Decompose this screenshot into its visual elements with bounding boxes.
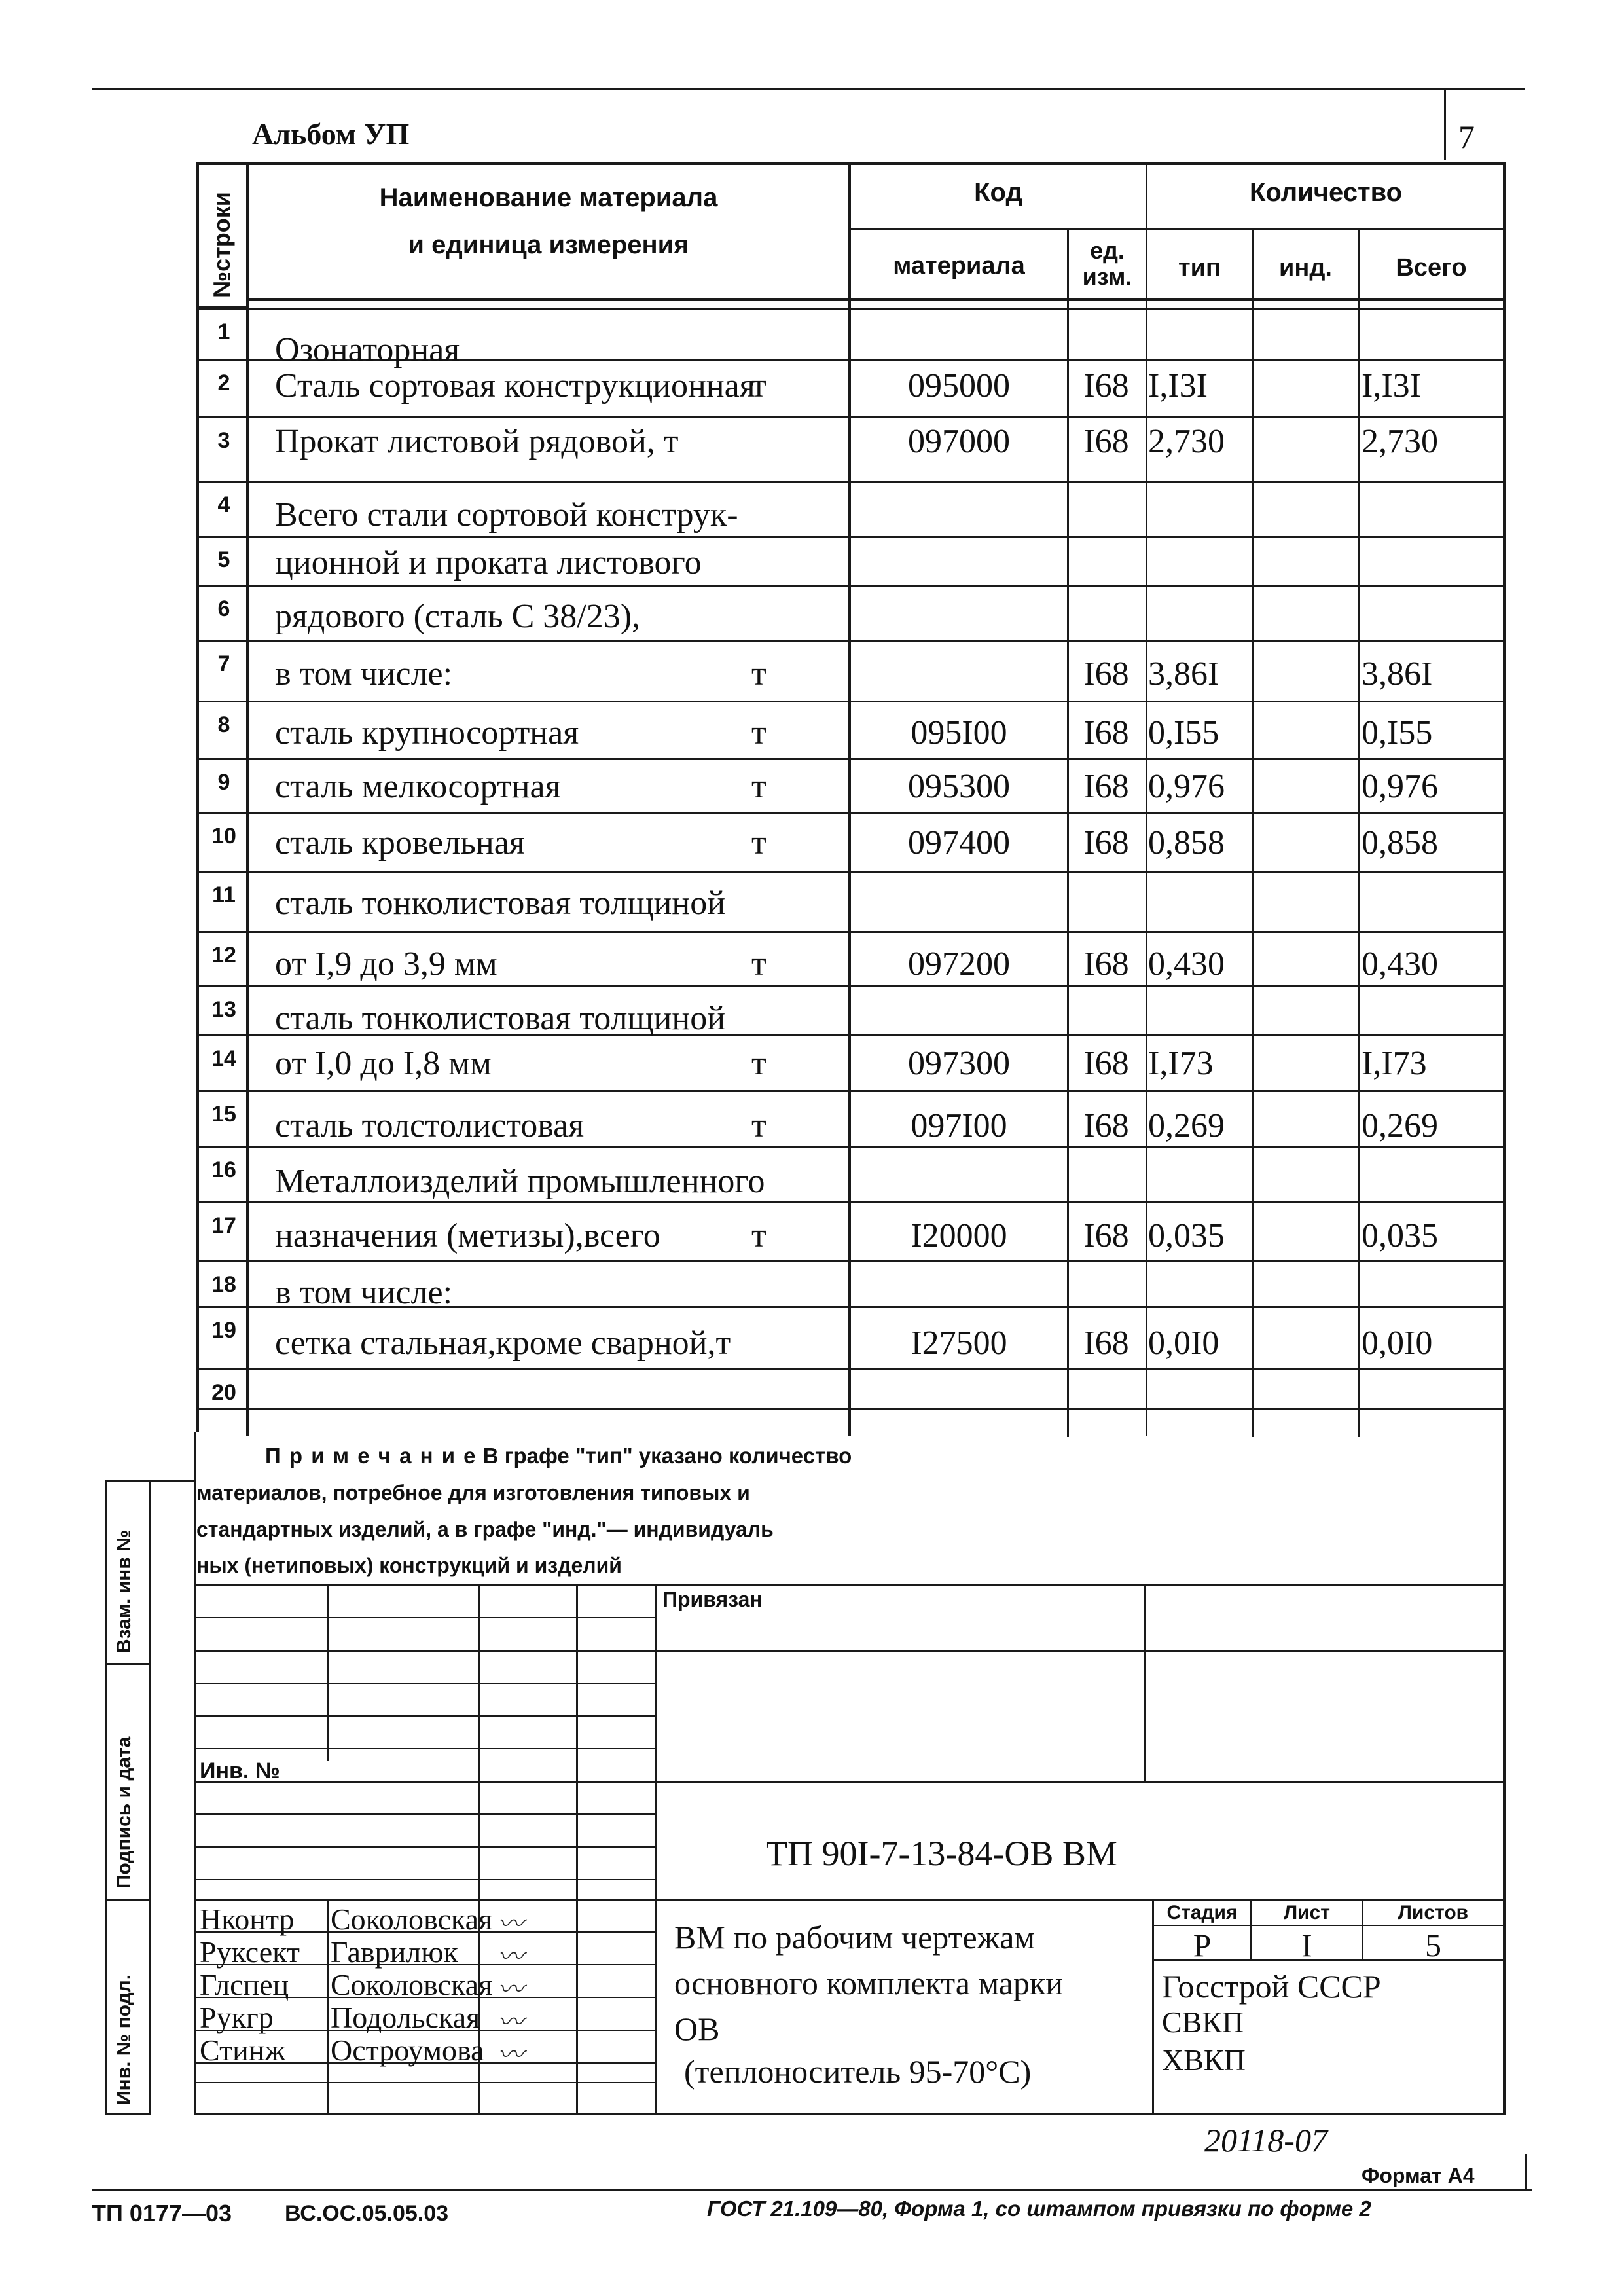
row-separator — [196, 871, 1506, 873]
unit-label: т — [751, 655, 767, 693]
qty-type: 0,035 — [1148, 1217, 1225, 1254]
side-label-inv-podl: Инв. № подл. — [113, 1974, 135, 2105]
material-code: 095000 — [908, 367, 1010, 405]
qty-total: I,I3I — [1362, 367, 1421, 405]
qty-type: 0,976 — [1148, 768, 1225, 805]
row-separator — [196, 701, 1506, 702]
material-code: 095300 — [908, 768, 1010, 805]
privyazan-label: Привязан — [662, 1588, 763, 1611]
qty-total: 0,035 — [1362, 1217, 1438, 1254]
material-name: от I,9 до 3,9 мм — [275, 945, 497, 983]
code-unit-header-line1: ед. — [1090, 237, 1125, 264]
staff-name: Подольская — [331, 2001, 480, 2034]
title-line-1: ВМ по рабочим чертежам — [674, 1919, 1036, 1956]
unit-label: т — [751, 1217, 767, 1254]
row-number: 3 — [217, 428, 230, 453]
qty-total: 3,86I — [1362, 655, 1433, 693]
note-line2: материалов, потребное для изготовления типовых и — [196, 1481, 750, 1504]
material-code: 097I00 — [911, 1107, 1007, 1144]
org-line-3: ХВКП — [1162, 2043, 1246, 2077]
unit-code: I68 — [1083, 655, 1129, 693]
stage-value: Р — [1193, 1927, 1212, 1963]
material-name: Металлоизделий промышленного — [275, 1163, 765, 1200]
unit-label: т — [751, 1107, 767, 1144]
material-name: сетка стальная,кроме сварной,т — [275, 1324, 731, 1362]
sheets-label: Листов — [1398, 1902, 1469, 1923]
unit-code: I68 — [1083, 824, 1129, 862]
material-name: Сталь сортовая конструкционная — [275, 367, 755, 405]
material-code: 097000 — [908, 423, 1010, 460]
signature-mark: 〰 — [497, 1975, 524, 2004]
row-separator — [196, 536, 1506, 538]
unit-label: т — [751, 945, 767, 983]
row-separator — [196, 931, 1506, 933]
qty-total: 0,0I0 — [1362, 1324, 1433, 1362]
signature-mark: 〰 — [497, 2040, 524, 2069]
unit-code: I68 — [1083, 1217, 1129, 1254]
code-header: Код — [974, 178, 1022, 207]
material-code: I20000 — [911, 1217, 1007, 1254]
row-separator — [196, 1408, 1506, 1410]
row-separator — [196, 1368, 1506, 1370]
row-separator — [196, 416, 1506, 418]
qty-type: 0,I55 — [1148, 714, 1219, 752]
row-number: 19 — [211, 1318, 236, 1343]
title-line-3: ОВ — [674, 2011, 720, 2047]
material-name: сталь толстолистовая — [275, 1107, 585, 1144]
staff-role: Рукгр — [200, 2001, 274, 2034]
material-name: от I,0 до I,8 мм — [275, 1045, 492, 1082]
qty-type: 0,0I0 — [1148, 1324, 1219, 1362]
title-line-4: (теплоноситель 95-70°С) — [684, 2053, 1032, 2090]
unit-code: I68 — [1083, 768, 1129, 805]
material-name: сталь крупносортная — [275, 714, 579, 752]
unit-code: I68 — [1083, 714, 1129, 752]
row-number: 15 — [211, 1102, 236, 1127]
material-code: 095I00 — [911, 714, 1007, 752]
handwritten-number: 20118-07 — [1204, 2122, 1327, 2159]
staff-name: Остроумова — [331, 2033, 484, 2067]
qty-total: 0,858 — [1362, 824, 1438, 862]
org-line-2: СВКП — [1162, 2005, 1244, 2039]
qty-type: 0,430 — [1148, 945, 1225, 983]
material-name: в том числе: — [275, 1274, 453, 1311]
staff-name: Соколовская — [331, 1968, 493, 2001]
unit-code: I68 — [1083, 1324, 1129, 1362]
row-separator — [196, 812, 1506, 814]
corner-sheet-number: 7 — [1458, 118, 1475, 155]
name-header-line1: Наименование материала — [379, 183, 718, 212]
row-number: 10 — [211, 824, 236, 848]
qty-type: 2,730 — [1148, 423, 1225, 460]
qty-total: 2,730 — [1362, 423, 1438, 460]
material-code: 097400 — [908, 824, 1010, 862]
unit-code: I68 — [1083, 1045, 1129, 1082]
quantity-header: Количество — [1249, 178, 1403, 207]
signature-mark: 〰 — [497, 1909, 524, 1939]
format-label: Формат А4 — [1362, 2164, 1475, 2187]
row-separator — [196, 308, 1506, 310]
qty-type: I,I3I — [1148, 367, 1208, 405]
row-number: 7 — [217, 651, 230, 676]
title-line-2: основного комплекта марки — [674, 1965, 1063, 2001]
material-code: 097300 — [908, 1045, 1010, 1082]
inv-no-label: Инв. № — [200, 1758, 280, 1783]
qty-type: 0,269 — [1148, 1107, 1225, 1144]
unit-label: т — [751, 768, 767, 805]
sheets-value: 5 — [1425, 1927, 1441, 1963]
stage-label: Стадия — [1166, 1902, 1238, 1923]
material-name: рядового (сталь С 38/23), — [275, 598, 641, 635]
qty-type: I,I73 — [1148, 1045, 1214, 1082]
staff-role: Глспец — [200, 1968, 289, 2001]
row-number: 5 — [217, 547, 230, 572]
row-separator — [196, 758, 1506, 760]
footer-left-code: ТП 0177—03 — [92, 2200, 232, 2227]
document-code: ТП 90I-7-13-84-ОВ ВМ — [766, 1834, 1117, 1873]
row-number: 14 — [211, 1046, 236, 1071]
row-separator — [196, 1260, 1506, 1262]
qty-type: 3,86I — [1148, 655, 1219, 693]
name-header-line2: и единица измерения — [408, 230, 689, 259]
material-code: I27500 — [911, 1324, 1007, 1362]
album-label: Альбом УП — [252, 117, 410, 151]
unit-code: I68 — [1083, 423, 1129, 460]
note-title: П р и м е ч а н и е — [265, 1444, 477, 1468]
unit-label: т — [751, 367, 767, 405]
unit-code: I68 — [1083, 945, 1129, 983]
row-number: 11 — [212, 883, 236, 907]
row-number: 6 — [217, 596, 230, 621]
code-unit-header-line2: изм. — [1082, 263, 1132, 290]
unit-code: I68 — [1083, 367, 1129, 405]
row-number: 13 — [211, 997, 236, 1022]
staff-role: Нконтр — [200, 1903, 295, 1936]
row-separator — [196, 585, 1506, 587]
row-number: 4 — [217, 492, 230, 517]
staff-name: Гаврилюк — [331, 1935, 458, 1969]
material-name: назначения (метизы),всего — [275, 1217, 660, 1254]
qty-total: 0,269 — [1362, 1107, 1438, 1144]
unit-code: I68 — [1083, 1107, 1129, 1144]
row-number: 20 — [211, 1380, 236, 1405]
qty-individual-header: инд. — [1279, 254, 1332, 282]
org-line-1: Госстрой СССР — [1162, 1968, 1381, 2005]
staff-role: Руксект — [200, 1935, 300, 1969]
footer-gost: ГОСТ 21.109—80, Форма 1, со штампом привязки по форме 2 — [707, 2196, 1371, 2221]
qty-type-header: тип — [1178, 254, 1221, 282]
unit-label: т — [751, 1045, 767, 1082]
material-name: сталь кровельная — [275, 824, 525, 862]
sheet-value: I — [1301, 1927, 1312, 1963]
row-separator — [196, 1090, 1506, 1092]
row-number: 9 — [217, 770, 230, 795]
material-name: Озонаторная — [275, 331, 460, 369]
row-separator — [196, 985, 1506, 987]
qty-total: 0,430 — [1362, 945, 1438, 983]
row-separator — [196, 1146, 1506, 1148]
qty-total: I,I73 — [1362, 1045, 1427, 1082]
note-line4: ных (нетиповых) конструкций и изделий — [196, 1554, 622, 1577]
side-label-podpis: Подпись и дата — [113, 1736, 135, 1889]
code-material-header: материала — [893, 252, 1025, 280]
unit-label: т — [751, 824, 767, 862]
signature-mark: 〰 — [497, 1942, 524, 1971]
row-number: 17 — [211, 1213, 236, 1238]
material-name: в том числе: — [275, 655, 453, 693]
row-number: 16 — [211, 1157, 236, 1182]
material-name: сталь тонколистовая толщиной — [275, 1000, 726, 1037]
qty-total: 0,976 — [1362, 768, 1438, 805]
row-number-header: №строки — [208, 192, 235, 298]
staff-name: Соколовская — [331, 1903, 493, 1936]
material-name: ционной и проката листового — [275, 544, 702, 581]
material-name: сталь тонколистовая толщиной — [275, 884, 726, 922]
footer-center-code: ВС.ОС.05.05.03 — [285, 2201, 449, 2226]
qty-type: 0,858 — [1148, 824, 1225, 862]
signature-mark: 〰 — [497, 2007, 524, 2037]
row-separator — [196, 481, 1506, 483]
sheet-label: Лист — [1284, 1902, 1330, 1923]
row-number: 12 — [211, 943, 236, 968]
qty-total: 0,I55 — [1362, 714, 1433, 752]
material-name: сталь мелкосортная — [275, 768, 561, 805]
row-number: 18 — [211, 1272, 236, 1297]
row-number: 8 — [217, 712, 230, 737]
qty-total-header: Всего — [1396, 254, 1467, 282]
row-number: 1 — [217, 319, 230, 344]
row-number: 2 — [217, 371, 230, 395]
note-line1: В графе "тип" указано количество — [482, 1444, 852, 1468]
material-code: 097200 — [908, 945, 1010, 983]
unit-label: т — [751, 714, 767, 752]
material-name: Прокат листовой рядовой, т — [275, 423, 679, 460]
row-separator — [196, 1201, 1506, 1203]
material-name: Всего стали сортовой конструк- — [275, 496, 738, 534]
side-label-vzam: Взам. инв № — [113, 1529, 135, 1653]
row-separator — [196, 640, 1506, 642]
staff-role: Стинж — [200, 2033, 286, 2067]
note-line3: стандартных изделий, а в графе "инд."— индивидуаль — [196, 1518, 774, 1541]
